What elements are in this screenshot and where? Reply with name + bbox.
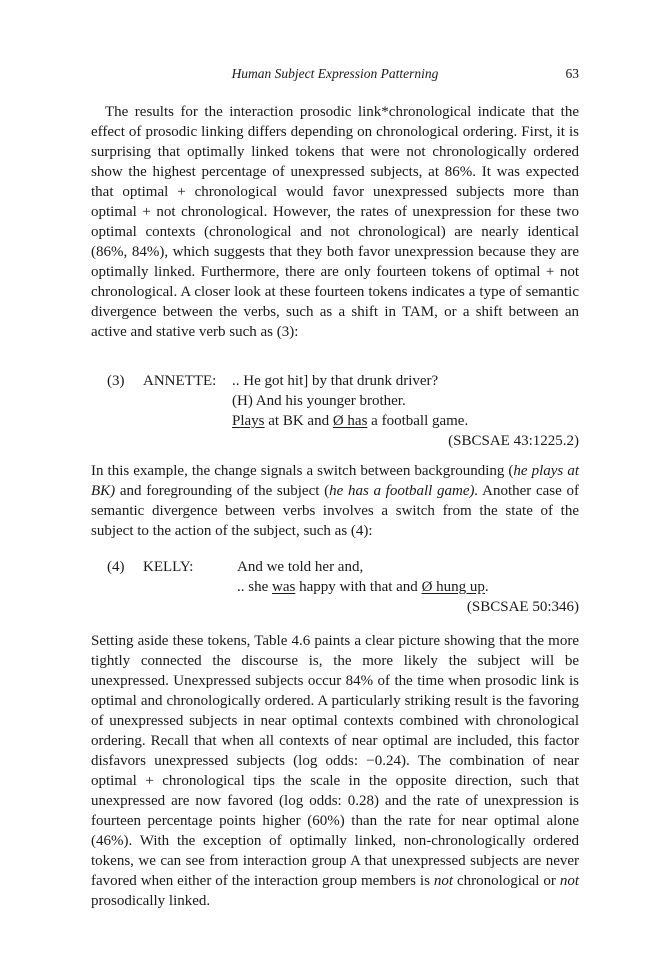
transcript-line	[232, 411, 468, 431]
running-head	[91, 66, 579, 86]
transcript-line	[237, 577, 489, 597]
transcript-line: (H) And his younger brother.	[232, 393, 406, 409]
underlined-verb: Ø hung up	[421, 579, 485, 595]
example-number: (4)	[107, 559, 125, 575]
transcript-line: .. He got hit] by that drunk driver?	[232, 373, 439, 389]
text-run: Setting aside these tokens, Table 4.6 paints a clear picture showing that the more tightly connected the discourse is, the more likely the subject will be unexpressed. Unexpressed subjects occur 84% of the time when prosodic link is optimal and chronologically ordered. A particularly striking result is the favoring of unexpressed subjects in near optimal contexts combined with chronological ordering. Recall that when all contexts of near optimal are included, this factor disfavors unexpressed subjects (log odds: −0.24). The combination of near optimal + chronological tips the scale in the opposite direction, such that unexpressed are now favored (log odds: 0.28) and the rate of unexpression is fourteen percentage points higher (60%) than the rate for near optimal alone (46%). With the exception of optimally linked, non-chronologically ordered tokens, we can see from interaction group A that unexpressed subjects are never favored when either of the interaction group members is	[91, 633, 579, 889]
speaker-label: KELLY:	[143, 559, 194, 575]
example-source: (SBCSAE 50:346)	[466, 599, 579, 615]
italic-text: not	[559, 873, 579, 889]
line-text: at BK and	[264, 413, 333, 429]
paragraph-interaction-results: The results for the interaction prosodic link*chronological indicate that the effect of prosodic linking differs depending on chronological ordering. First, it is surprising that optimally linked tokens that were not chronologically ordered show the highest percentage of unexpressed subjects, at 86%. It was expected that optimal + chronological would favor unexpressed subjects more than optimal + not chronological. However, the rates of unexpression for these two optimal contexts (chronological and not chronological) are nearly identical (86%, 84%), which suggests that they both favor unexpression because they are optimally linked. Furthermore, there are only fourteen tokens of optimal + not chronological. A closer look at these fourteen tokens indicates a type of semantic divergence between the verbs, such as a shift in TAM, or a shift between an active and stative verb such as (3):	[91, 104, 579, 340]
underlined-verb: was	[272, 579, 296, 595]
italic-text: he plays at BK)	[91, 463, 579, 499]
underlined-verb: Plays	[232, 413, 265, 429]
italic-text: he has a football game).	[329, 483, 479, 499]
example-source: (SBCSAE 43:1225.2)	[448, 433, 579, 449]
line-text: a football game.	[367, 413, 469, 429]
paragraph-table-summary	[91, 631, 579, 911]
transcript-lines	[232, 371, 468, 431]
paragraph-example-discussion	[91, 461, 579, 541]
text-run: prosodically linked.	[91, 893, 211, 909]
text-run: and foregrounding of the subject (	[115, 483, 330, 499]
running-title: Human Subject Expression Patterning	[231, 66, 439, 81]
example-number: (3)	[107, 373, 125, 389]
line-text: happy with that and	[295, 579, 422, 595]
speaker-label: ANNETTE:	[143, 373, 217, 389]
text-run: In this example, the change signals a switch between backgrounding (	[91, 463, 514, 479]
line-text: .. she	[237, 579, 272, 595]
underlined-verb: Ø has	[332, 413, 368, 429]
page-number: 63	[565, 66, 579, 81]
transcript-line: And we told her and,	[237, 559, 364, 575]
transcript-lines	[237, 557, 489, 597]
italic-text: not	[433, 873, 454, 889]
text-run: Another case of semantic divergence between verbs involves a switch from the state of the subject to the action of the subject, such as (4):	[91, 483, 579, 539]
line-text: .	[484, 579, 489, 595]
text-run: chronological or	[453, 873, 560, 889]
